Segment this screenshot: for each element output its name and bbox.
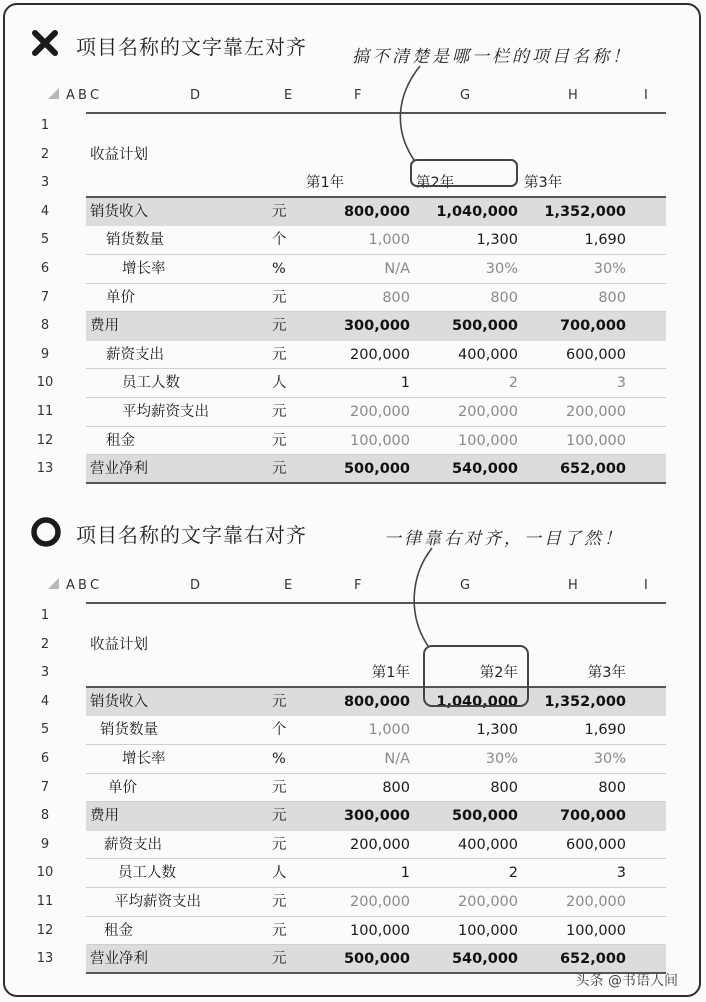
value-year-1: 200,000 [350, 893, 410, 910]
value-year-2: 200,000 [458, 403, 518, 420]
value-year-2: 30% [485, 260, 518, 277]
value-year-1: 100,000 [350, 432, 410, 449]
value-year-2: 2 [508, 865, 518, 882]
row-number: 9 [40, 346, 50, 362]
sheet-row [30, 141, 666, 170]
row-number: 4 [40, 693, 50, 709]
section-title: 项目名称的文字靠右对齐 [76, 523, 307, 547]
table-row [30, 774, 666, 803]
unit-cell: 个 [272, 232, 287, 249]
value-year-2: 540,000 [451, 951, 518, 968]
year-header-2: 第2年 [416, 175, 455, 192]
value-year-1: 800 [382, 779, 410, 796]
value-year-1: 300,000 [343, 318, 410, 335]
unit-cell: 元 [272, 203, 287, 220]
col-header-d: D [190, 578, 201, 593]
value-year-1: 1,000 [368, 232, 410, 249]
col-header-h: H [568, 88, 578, 103]
item-label: 单价 [106, 289, 135, 306]
unit-cell: 个 [272, 722, 287, 739]
table-row [30, 341, 666, 370]
item-label: 费用 [90, 318, 119, 335]
section-title: 项目名称的文字靠左对齐 [76, 35, 307, 59]
value-year-3: 800 [598, 779, 626, 796]
circle-icon [30, 516, 62, 548]
unit-cell: 元 [272, 318, 287, 335]
col-header-a: A [66, 88, 75, 103]
item-label: 薪资支出 [104, 836, 162, 853]
col-header-g: G [460, 578, 471, 593]
value-year-3: 800 [598, 289, 626, 306]
value-year-3: 700,000 [559, 318, 626, 335]
item-label: 营业净利 [90, 951, 148, 968]
row-number: 3 [40, 665, 50, 681]
item-label: 销货数量 [106, 232, 164, 249]
col-header-b: B [78, 578, 87, 593]
value-year-2: 200,000 [458, 893, 518, 910]
row-number: 5 [40, 232, 50, 248]
sheet-row [30, 602, 666, 631]
row-number: 6 [40, 750, 50, 766]
col-header-f: F [354, 578, 362, 593]
value-year-2: 1,300 [476, 232, 518, 249]
table-row [30, 284, 666, 313]
item-label: 增长率 [122, 750, 166, 767]
table-row [30, 888, 666, 917]
row-number: 8 [40, 808, 50, 824]
year-header-1: 第1年 [371, 665, 410, 682]
table-row [30, 369, 666, 398]
value-year-3: 3 [616, 865, 626, 882]
col-header-c: C [90, 578, 100, 593]
sheet-row [30, 169, 666, 198]
table-row [30, 255, 666, 284]
row-number: 10 [36, 375, 54, 391]
item-label: 平均薪资支出 [122, 403, 209, 420]
value-year-3: 600,000 [566, 836, 626, 853]
value-year-3: 1,690 [584, 232, 626, 249]
value-year-2: 800 [490, 289, 518, 306]
value-year-1: 200,000 [350, 403, 410, 420]
annotation-note: 一律靠右对齐，一目了然！ [384, 529, 624, 549]
value-year-2: 400,000 [458, 836, 518, 853]
value-year-2: 100,000 [458, 922, 518, 939]
item-label: 销货收入 [90, 203, 148, 220]
row-number: 13 [36, 951, 54, 967]
unit-cell: 人 [272, 375, 287, 392]
item-label: 营业净利 [90, 461, 148, 478]
unit-cell: 元 [272, 808, 287, 825]
unit-cell: 元 [272, 922, 287, 939]
table-row [30, 716, 666, 745]
col-header-h: H [568, 578, 578, 593]
row-number: 8 [40, 318, 50, 334]
value-year-1: N/A [384, 750, 410, 767]
row-number: 12 [36, 432, 54, 448]
sheet-row [30, 631, 666, 660]
col-header-b: B [78, 88, 87, 103]
value-year-2: 540,000 [451, 461, 518, 478]
item-label: 员工人数 [122, 375, 180, 392]
value-year-3: 30% [593, 260, 626, 277]
value-year-1: 200,000 [350, 836, 410, 853]
col-header-i: I [644, 578, 648, 593]
unit-cell: 元 [272, 779, 287, 796]
row-number: 13 [36, 461, 54, 477]
table-row [30, 917, 666, 946]
year-header-3: 第3年 [587, 665, 626, 682]
row-number: 1 [40, 118, 50, 133]
value-year-2: 500,000 [451, 318, 518, 335]
value-year-1: 300,000 [343, 808, 410, 825]
value-year-1: 1,000 [368, 722, 410, 739]
row-number: 9 [40, 836, 50, 852]
value-year-2: 1,040,000 [436, 693, 518, 710]
table-row [30, 312, 666, 341]
row-number: 7 [40, 289, 50, 305]
row-number: 11 [36, 893, 54, 909]
value-year-1: 800,000 [343, 693, 410, 710]
table-row [30, 427, 666, 456]
item-label: 员工人数 [118, 865, 176, 882]
sheet-title: 收益计划 [90, 146, 148, 163]
unit-cell: % [272, 750, 286, 767]
value-year-2: 800 [490, 779, 518, 796]
table-row [30, 226, 666, 255]
value-year-1: N/A [384, 260, 410, 277]
unit-cell: 元 [272, 432, 287, 449]
item-label: 单价 [108, 779, 137, 796]
value-year-3: 100,000 [566, 922, 626, 939]
row-number: 12 [36, 922, 54, 938]
watermark: 头条 @书语人间 [575, 973, 678, 989]
year-header-3: 第3年 [524, 175, 563, 192]
table-row [30, 398, 666, 427]
value-year-1: 200,000 [350, 346, 410, 363]
value-year-2: 30% [485, 750, 518, 767]
value-year-3: 652,000 [559, 461, 626, 478]
unit-cell: 元 [272, 693, 287, 710]
row-number: 4 [40, 203, 50, 219]
column-header-row [48, 88, 664, 104]
item-label: 租金 [106, 432, 135, 449]
year-header-1: 第1年 [306, 175, 345, 192]
value-year-3: 1,690 [584, 722, 626, 739]
cross-icon [32, 30, 58, 56]
sheet-title: 收益计划 [90, 636, 148, 653]
sheet-grid [30, 112, 666, 484]
value-year-3: 200,000 [566, 893, 626, 910]
item-label: 费用 [90, 808, 119, 825]
table-row [30, 802, 666, 831]
value-year-3: 1,352,000 [544, 693, 626, 710]
item-label: 平均薪资支出 [114, 893, 201, 910]
item-label: 销货数量 [100, 722, 158, 739]
unit-cell: 元 [272, 836, 287, 853]
unit-cell: 元 [272, 289, 287, 306]
row-number: 6 [40, 260, 50, 276]
row-number: 1 [40, 608, 50, 623]
col-header-a: A [66, 578, 75, 593]
value-year-1: 100,000 [350, 922, 410, 939]
col-header-g: G [460, 88, 471, 103]
row-number: 11 [36, 403, 54, 419]
unit-cell: 人 [272, 865, 287, 882]
item-label: 增长率 [122, 260, 166, 277]
table-row [30, 945, 666, 974]
row-number: 2 [40, 636, 50, 652]
value-year-1: 1 [400, 375, 410, 392]
table-row [30, 198, 666, 227]
value-year-2: 400,000 [458, 346, 518, 363]
sheet-row [30, 659, 666, 688]
row-number: 7 [40, 779, 50, 795]
item-label: 租金 [104, 922, 133, 939]
table-row [30, 745, 666, 774]
row-number: 10 [36, 865, 54, 881]
value-year-3: 600,000 [566, 346, 626, 363]
value-year-3: 1,352,000 [544, 203, 626, 220]
col-header-i: I [644, 88, 648, 103]
year-header-2: 第2年 [479, 665, 518, 682]
value-year-3: 652,000 [559, 951, 626, 968]
sheet-grid [30, 602, 666, 974]
col-header-d: D [190, 88, 201, 103]
col-header-f: F [354, 88, 362, 103]
value-year-2: 500,000 [451, 808, 518, 825]
value-year-3: 700,000 [559, 808, 626, 825]
table-row [30, 455, 666, 484]
sheet-row [30, 112, 666, 141]
value-year-2: 100,000 [458, 432, 518, 449]
section-right-aligned [0, 490, 706, 980]
value-year-3: 3 [616, 375, 626, 392]
unit-cell: % [272, 260, 286, 277]
unit-cell: 元 [272, 346, 287, 363]
row-number: 2 [40, 146, 50, 162]
col-header-e: E [284, 88, 293, 103]
value-year-3: 200,000 [566, 403, 626, 420]
section-left-aligned [0, 0, 706, 490]
value-year-1: 500,000 [343, 461, 410, 478]
table-row [30, 859, 666, 888]
unit-cell: 元 [272, 951, 287, 968]
value-year-2: 1,040,000 [436, 203, 518, 220]
col-header-c: C [90, 88, 100, 103]
table-row [30, 831, 666, 860]
value-year-2: 1,300 [476, 722, 518, 739]
value-year-1: 800 [382, 289, 410, 306]
annotation-note: 搞不清楚是哪一栏的项目名称！ [352, 47, 632, 67]
item-label: 薪资支出 [106, 346, 164, 363]
value-year-1: 1 [400, 865, 410, 882]
unit-cell: 元 [272, 893, 287, 910]
row-number: 3 [40, 175, 50, 191]
value-year-1: 800,000 [343, 203, 410, 220]
value-year-3: 30% [593, 750, 626, 767]
column-header-row [48, 578, 664, 594]
unit-cell: 元 [272, 403, 287, 420]
value-year-2: 2 [508, 375, 518, 392]
item-label: 销货收入 [90, 693, 148, 710]
table-row [30, 688, 666, 717]
value-year-1: 500,000 [343, 951, 410, 968]
col-header-e: E [284, 578, 293, 593]
value-year-3: 100,000 [566, 432, 626, 449]
unit-cell: 元 [272, 461, 287, 478]
row-number: 5 [40, 722, 50, 738]
